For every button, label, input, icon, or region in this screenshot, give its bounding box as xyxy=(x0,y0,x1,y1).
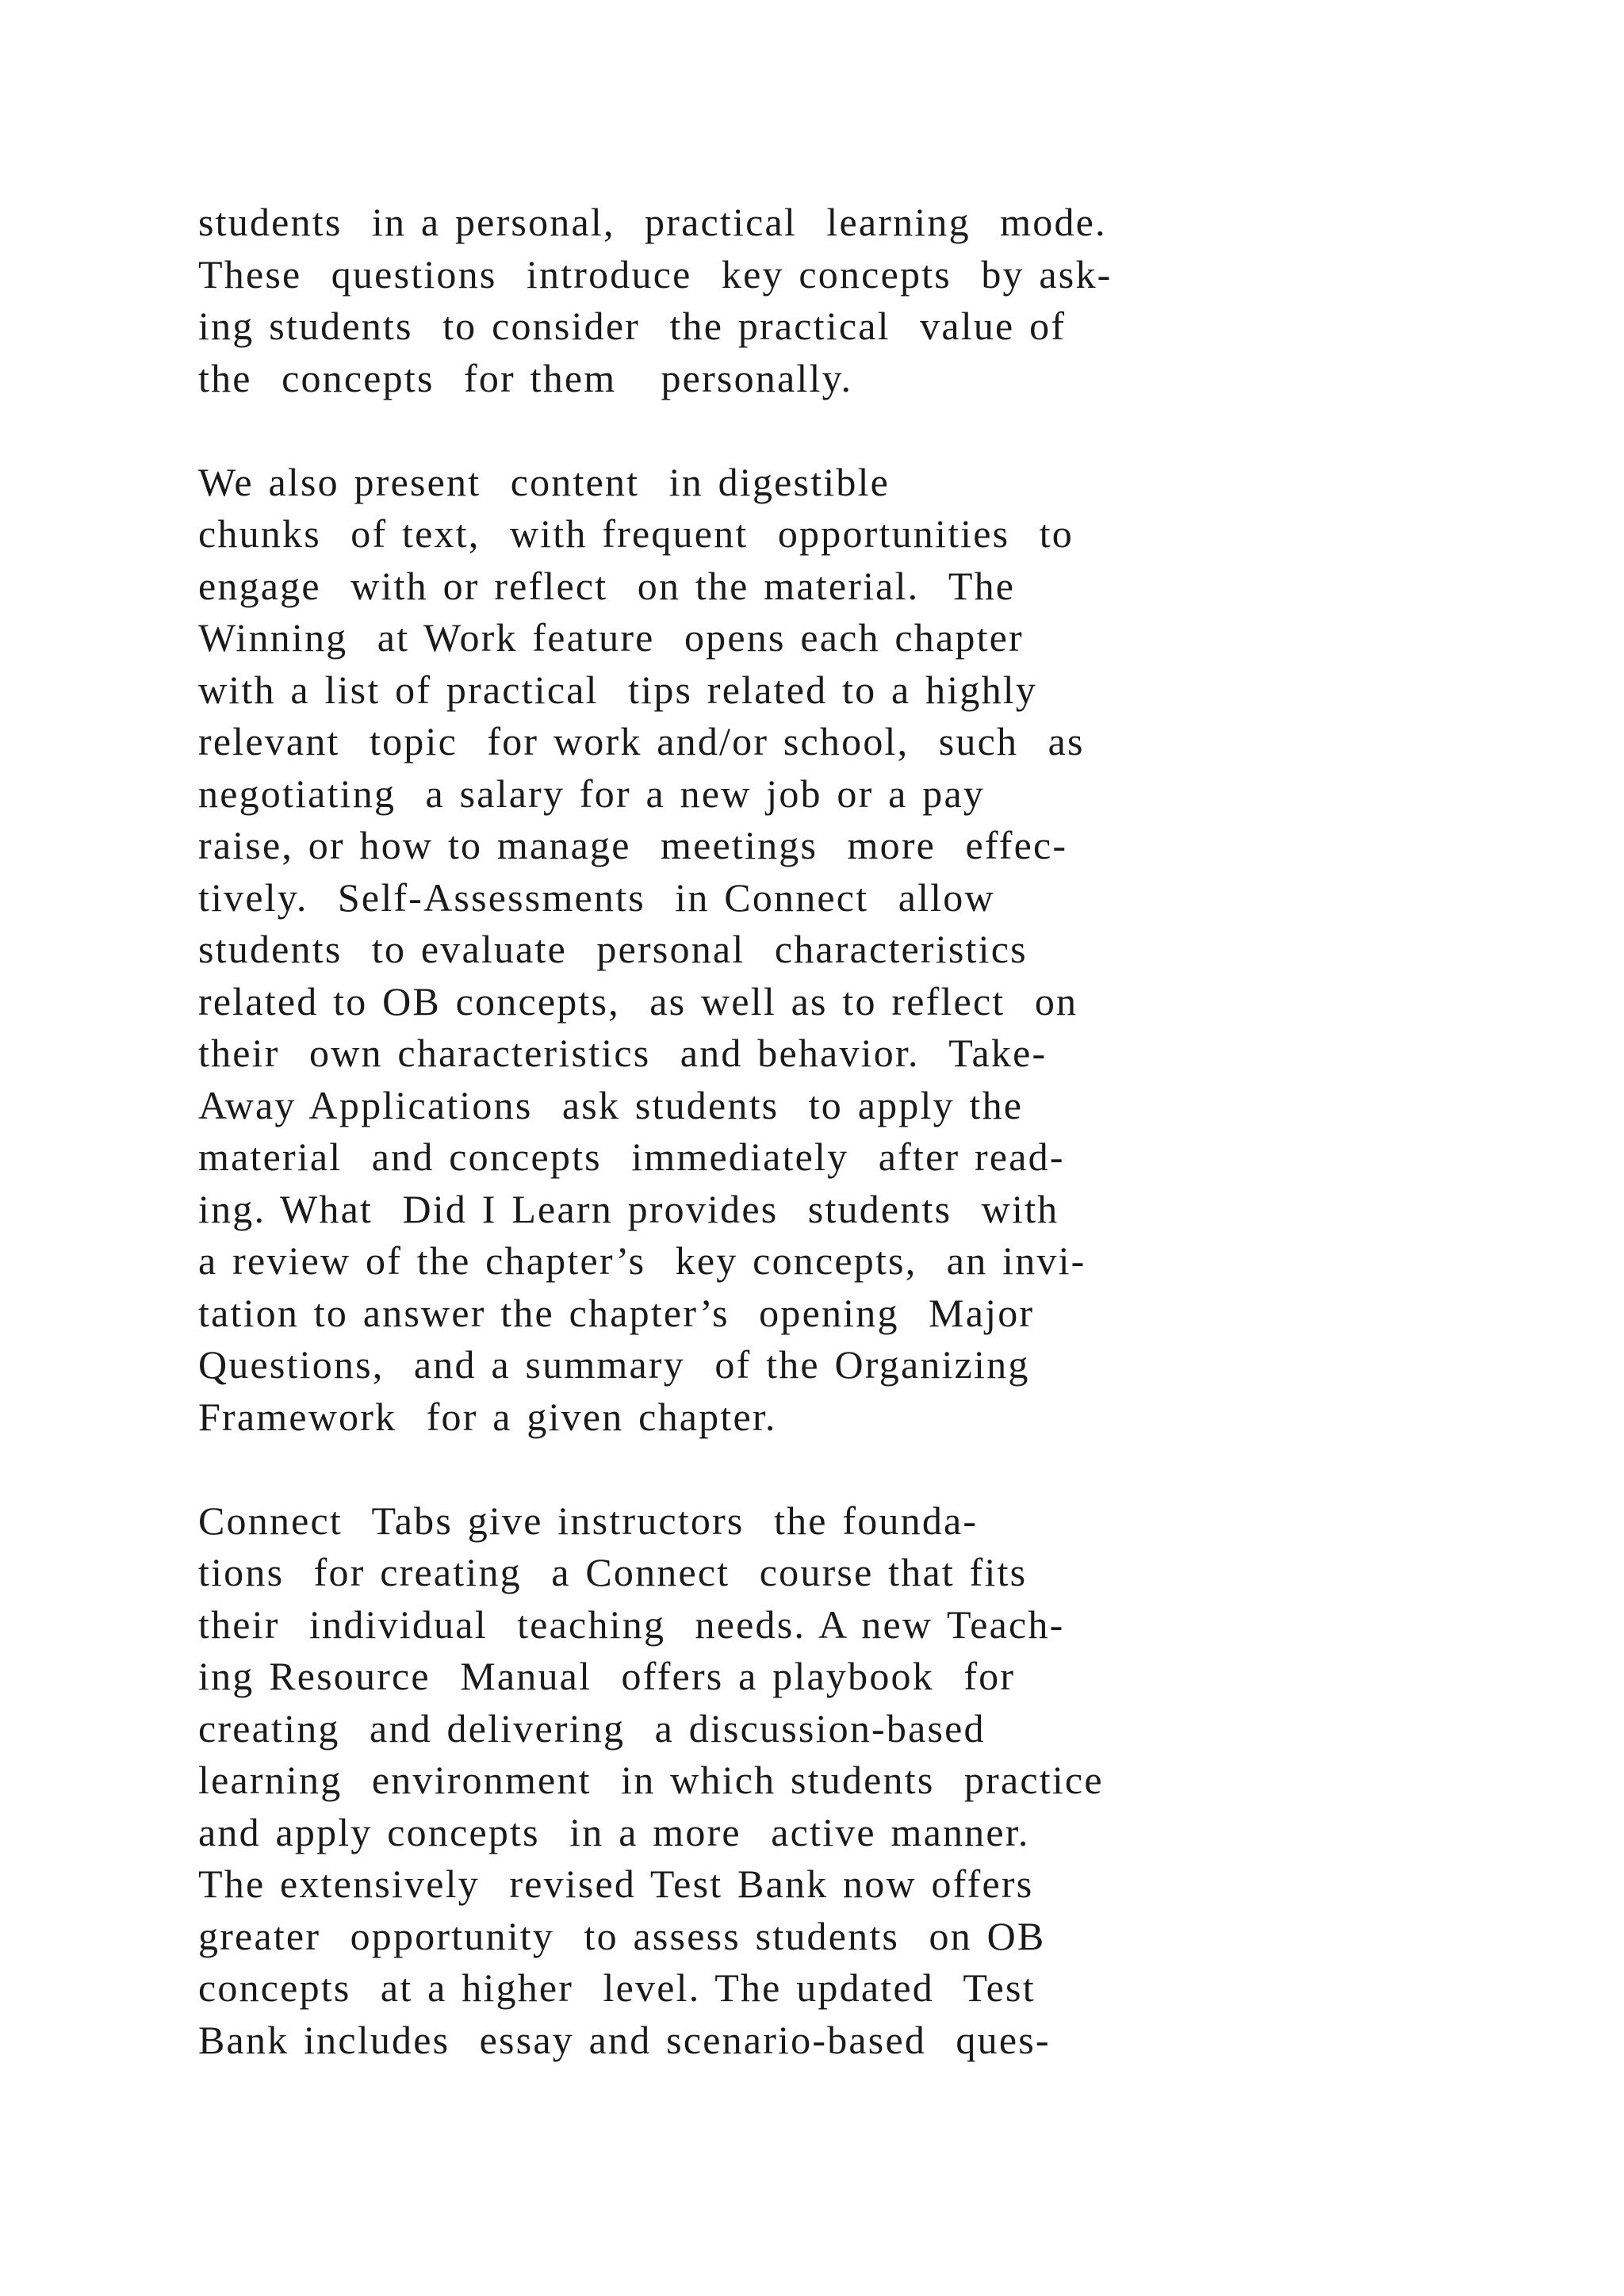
text-line: tions for creating a Connect course that fits xyxy=(198,1550,1028,1594)
text-line: ing students to consider the practical value of xyxy=(198,304,1067,348)
text-line: students to evaluate personal characteristics xyxy=(198,927,1028,971)
text-line: Framework for a given chapter. xyxy=(198,1394,777,1439)
text-line: raise, or how to manage meetings more effec- xyxy=(198,823,1068,867)
text-line: tation to answer the chapter’s opening Major xyxy=(198,1290,1035,1335)
body-text xyxy=(198,197,1404,2066)
text-line: relevant topic for work and/or school, such as xyxy=(198,719,1085,763)
paragraph-2 xyxy=(198,457,1404,1444)
text-line: ing Resource Manual offers a playbook for xyxy=(198,1654,1016,1698)
text-line: learning environment in which students practice xyxy=(198,1758,1104,1802)
text-line: engage with or reflect on the material. The xyxy=(198,563,1016,608)
text-line: Connect Tabs give instructors the founda- xyxy=(198,1498,979,1543)
paragraph-3 xyxy=(198,1495,1404,2067)
text-line: Winning at Work feature opens each chapter xyxy=(198,615,1024,660)
text-line: The extensively revised Test Bank now offers xyxy=(198,1862,1034,1906)
text-line: their own characteristics and behavior. Take- xyxy=(198,1031,1048,1075)
text-line: their individual teaching needs. A new Teach- xyxy=(198,1601,1065,1647)
text-line: material and concepts immediately after read- xyxy=(198,1135,1065,1179)
text-line: tively. Self-Assessments in Connect allow xyxy=(198,874,995,920)
text-line: concepts at a higher level. The updated Test xyxy=(198,1965,1036,2010)
text-line: negotiating a salary for a new job or a pay xyxy=(198,771,986,816)
text-line: chunks of text, with frequent opportunities to xyxy=(198,511,1074,556)
text-line: Questions, and a summary of the Organizing xyxy=(198,1342,1030,1387)
text-line: Bank includes essay and scenario-based ques- xyxy=(198,2017,1051,2062)
text-line: with a list of practical tips related to a highly xyxy=(198,667,1038,712)
text-line: We also present content in digestible xyxy=(198,459,891,504)
text-line: students in a personal, practical learning mode. xyxy=(198,200,1107,244)
text-line: and apply concepts in a more active manner. xyxy=(198,1809,1030,1854)
text-line: related to OB concepts, as well as to reflect on xyxy=(198,978,1078,1024)
paragraph-1 xyxy=(198,197,1404,404)
text-line: greater opportunity to assess students on OB xyxy=(198,1913,1046,1958)
text-line: creating and delivering a discussion-based xyxy=(198,1705,986,1751)
text-line: ing. What Did I Learn provides students with xyxy=(198,1186,1059,1231)
text-line: These questions introduce key concepts by ask- xyxy=(198,251,1113,297)
text-line: a review of the chapter’s key concepts, an invi- xyxy=(198,1238,1086,1283)
text-line: the concepts for them personally. xyxy=(198,355,853,400)
text-line: Away Applications ask students to apply the xyxy=(198,1082,1024,1127)
